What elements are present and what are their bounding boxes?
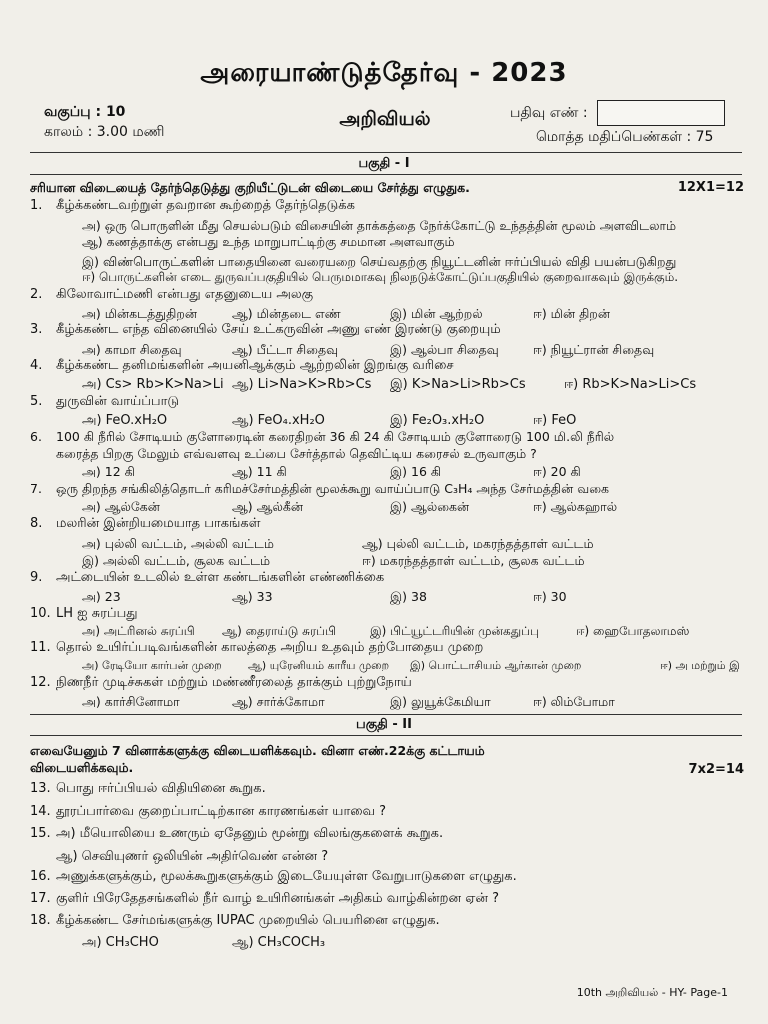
option: ஆ) Li>Na>K>Rb>Cs (232, 377, 372, 392)
option: ஈ) 30 (533, 589, 567, 604)
option: ஈ) ஹைபோதலாமஸ் (576, 624, 690, 638)
option: இ) பிட்யூட்டரியின் முன்கதுப்பு (370, 624, 539, 638)
part1-marks: 12X1=12 (677, 180, 744, 195)
option: இ) ஆல்கைன் (390, 499, 470, 514)
option: இ) ஆல்பா சிதைவு (390, 342, 499, 357)
option: ஆ) 11 கி (232, 464, 287, 479)
exam-title: அரையாண்டுத்தேர்வு - 2023 (200, 58, 568, 88)
option: ஈ) நியூட்ரான் சிதைவு (533, 342, 655, 357)
part2-heading: பகுதி - II (356, 717, 412, 732)
divider (30, 152, 742, 153)
question: 8. மலரின் இன்றியமையாத பாகங்கள் (30, 516, 261, 531)
question: 17. குளிர் பிரேதேதசங்களில் நீர் வாழ் உயிரினங்கள் அதிகம் வாழ்கின்றன ஏன் ? (30, 891, 499, 906)
option: அ) CH₃CHO (82, 935, 159, 950)
option: அ) ரேடியோ கார்பன் முறை (82, 659, 222, 672)
time-label: காலம் : 3.00 மணி (44, 124, 165, 140)
page-footer: 10th அறிவியல் - HY- Page-1 (576, 986, 728, 999)
option: இ) 16 கி (390, 464, 442, 479)
option: அ) காமா சிதைவு (82, 342, 182, 357)
question: 14. தூரப்பார்வை குறைப்பாட்டிற்கான காரணங்கள் யாவை ? (30, 804, 387, 819)
option: இ) மின் ஆற்றல் (390, 306, 483, 321)
option: இ) அல்லி வட்டம், சூலக வட்டம் (82, 553, 271, 568)
question: 6. 100 கி நீரில் சோடியம் குளோரைடின் கரைதிறன் 36 கி 24 கி சோடியம் குளோரைடு 100 மி.லி நீரில் (30, 429, 615, 444)
subject-title: அறிவியல் (339, 108, 431, 130)
option: ஆ) சார்க்கோமா (232, 694, 325, 709)
option: அ) Cs> Rb>K>Na>Li (82, 377, 224, 392)
option: ஆ) மின்தடை எண் (232, 306, 341, 321)
part2-instruction: எவையேனும் 7 வினாக்களுக்கு விடையளிக்கவும். வினா எண்.22க்கு கட்டாயம் (30, 743, 485, 758)
option: ஈ) FeO (533, 413, 577, 428)
option: அ) FeO.xH₂O (82, 413, 168, 428)
question: 9. அட்டையின் உடலில் உள்ள கண்டங்களின் எண்ணிக்கை (30, 570, 385, 585)
question: 10. LH ஐ சுரப்பது (30, 606, 138, 621)
question: 3. கீழ்க்கண்ட எந்த வினையில் சேய் உட்கருவின் அணு எண் இரண்டு குறையும் (30, 322, 501, 337)
question: 18. கீழ்க்கண்ட சேர்மங்களுக்கு IUPAC முறையில் பெயரினை எழுதுக. (30, 913, 440, 928)
option: அ) ஆல்கேன் (82, 499, 160, 514)
option: ஆ) FeO₄.xH₂O (232, 413, 325, 428)
question: 12. நிணநீர் முடிச்சுகள் மற்றும் மண்ணீரலைத் தாக்கும் புற்றுநோய் (30, 675, 412, 690)
divider (30, 735, 742, 736)
divider (30, 714, 742, 715)
option: ஈ) Rb>K>Na>Li>Cs (564, 377, 697, 392)
option: ஆ) தைராய்டு சுரப்பி (222, 624, 337, 638)
option: இ) Fe₂O₃.xH₂O (390, 413, 485, 428)
question: 13. பொது ஈர்ப்பியல் விதியினை கூறுக. (30, 781, 266, 796)
option: ஆ) CH₃COCH₃ (232, 935, 326, 950)
option-line: இ) விண்பொருட்களின் பாதையினை வரையறை செய்வதற்கு நியூட்டனின் ஈர்ப்பியல் விதி பயன்படுகிறது (82, 254, 677, 269)
option: ஆ) ஆல்கீன் (232, 499, 303, 514)
option: அ) புல்லி வட்டம், அல்லி வட்டம் (82, 536, 274, 551)
option: ஆ) பீட்டா சிதைவு (232, 342, 339, 357)
reg-number-box[interactable] (597, 100, 725, 126)
part2-marks: 7x2=14 (688, 762, 744, 777)
question: 2. கிலோவாட்மணி என்பது எதனுடைய அலகு (30, 287, 314, 302)
option: அ) கார்சினோமா (82, 694, 180, 709)
option: இ) K>Na>Li>Rb>Cs (390, 377, 526, 392)
option: ஈ) 20 கி (533, 464, 581, 479)
option-line: அ) ஒரு பொருளின் மீது செயல்படும் விசையின் தாக்கத்தை நேர்க்கோட்டு உந்தத்தின் மூலம் அளவிடலாம் (82, 218, 677, 233)
class-label: வகுப்பு : 10 (44, 104, 126, 120)
option: இ) 38 (390, 589, 427, 604)
option: அ) 23 (82, 589, 121, 604)
option: ஆ) யுரேனியம் காரீய முறை (248, 659, 390, 672)
option: ஈ) ஆல்கஹால் (533, 499, 618, 514)
question: 16. அணுக்களுக்கும், மூலக்கூறுகளுக்கும் இடையேயுள்ள வேறுபாடுகளை எழுதுக. (30, 869, 517, 884)
part1-instruction: சரியான விடையைத் தேர்ந்தெடுத்து குறியீட்டுடன் விடையை சேர்த்து எழுதுக. (30, 180, 470, 195)
question: ஆ) செவியுணர் ஒலியின் அதிர்வெண் என்ன ? (56, 849, 329, 864)
option: ஈ) மின் திறன் (533, 306, 610, 321)
question-continuation: கரைத்த பிறகு மேலும் எவ்வளவு உப்பை சேர்த்தால் தெவிட்டிய கரைசல் உருவாகும் ? (56, 446, 537, 461)
question: 1. கீழ்க்கண்டவற்றுள் தவறான கூற்றைத் தேர்ந்தெடுக்க (30, 198, 355, 213)
option-line: ஆ) கணத்தாக்கு என்பது உந்த மாறுபாட்டிற்கு சமமான அளவாகும் (82, 234, 455, 249)
question: 11. தொல் உயிர்ப்படிவங்களின் காலத்தை அறிய உதவும் தற்போதைய முறை (30, 640, 484, 655)
question: 15. அ) மீயொலியை உணரும் ஏதேனும் மூன்று விலங்குகளைக் கூறுக. (30, 826, 444, 841)
option: ஈ) மகரந்தத்தாள் வட்டம், சூலக வட்டம் (362, 553, 585, 568)
total-marks: மொத்த மதிப்பெண்கள் : 75 (536, 129, 714, 145)
question: 4. கீழ்க்கண்ட தனிமங்களின் அயனிஆக்கும் ஆற்றலின் இறங்கு வரிசை (30, 358, 454, 373)
option: ஆ) 33 (232, 589, 273, 604)
question: 7. ஒரு திறந்த சங்கிலித்தொடர் கரிமச்சேர்மத்தின் மூலக்கூறு வாய்ப்பாடு C₃H₄ அந்த சேர்மத்தின் வகை (30, 481, 610, 496)
option: இ) பொட்டாசியம் ஆர்கான் முறை (410, 659, 582, 672)
option: இ) லுயூக்கேமியா (390, 694, 491, 709)
option: அ) 12 கி (82, 464, 135, 479)
divider (30, 174, 742, 175)
option: ஈ) லிம்போமா (533, 694, 615, 709)
part1-heading: பகுதி - I (358, 156, 410, 171)
option-line: ஈ) பொருட்களின் எடை துருவப்பகுதியில் பெருமமாகவு நிலநடுக்கோட்டுப்பகுதியில் குறைவாகவும் இருக்கும். (82, 270, 679, 284)
option: ஆ) புல்லி வட்டம், மகரந்தத்தாள் வட்டம் (362, 536, 594, 551)
option: அ) அட்ரினல் சுரப்பி (82, 624, 195, 638)
part2-instruction: விடையளிக்கவும். (30, 760, 134, 775)
reg-label: பதிவு எண் : (510, 105, 588, 121)
option: ஈ) அ மற்றும் இ (660, 659, 740, 672)
question: 5. துருவின் வாய்ப்பாடு (30, 394, 179, 409)
option: அ) மின்கடத்துதிறன் (82, 306, 197, 321)
